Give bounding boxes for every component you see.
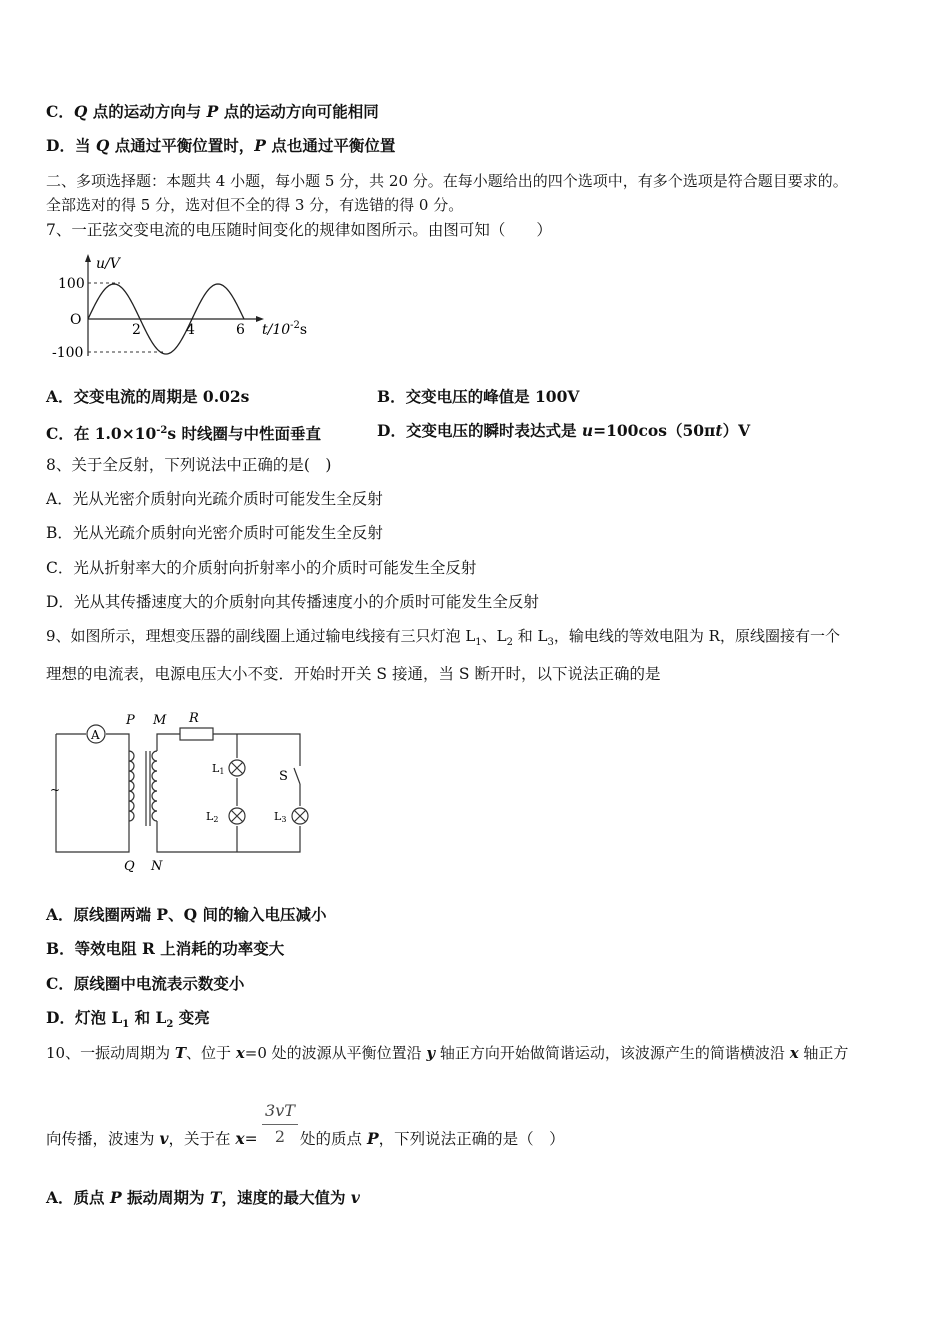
q9-lamp-l1-cross [232,763,243,774]
q8-option-d: D．光从其传播速度大的介质射向其传播速度小的介质时可能发生全反射 [46,593,539,611]
q9-option-c: C．原线圈中电流表示数变小 [46,974,245,993]
q10-option-a: A．质点 P 振动周期为 T，速度的最大值为 v [46,1188,360,1207]
q10-stem-line1: 10、一振动周期为 T、位于 x=0 处的波源从平衡位置沿 y 轴正方向开始做简谐运动，该波源产生的简谐横波沿 x 轴正方 [46,1044,849,1062]
q9-label-n: N [151,859,163,874]
q9-label-l2: L2 [206,810,219,824]
q7-option-d: D．交变电压的瞬时表达式是 u=100cos（50πt）V [377,421,751,440]
q9-ac-source: ~ [50,783,61,797]
q7-y-min-label: -100 [52,345,84,361]
q7-origin-label: O [70,312,82,328]
q8-option-b: B．光从光疏介质射向光密介质时可能发生全反射 [46,524,383,542]
q9-circuit-diagram [46,706,316,876]
q9-stem-line2: 理想的电流表，电源电压大小不变．开始时开关 S 接通，当 S 断开时，以下说法正确的是 [46,665,661,683]
q7-x-tick-2: 2 [132,322,141,338]
q9-switch-s [294,768,300,784]
q9-secondary-wire [157,734,300,852]
q7-stem: 7、一正弦交变电流的电压随时间变化的规律如图所示。由图可知（ ） [46,221,552,239]
q9-primary-coil [129,751,134,821]
q10-fraction-denominator: 2 [274,1127,286,1146]
section-2-heading-line2: 全部选对的得 5 分，选对但不全的得 3 分，有选错的得 0 分。 [46,196,464,214]
q7-option-a: A．交变电流的周期是 0.02s [46,387,250,406]
q7-voltage-graph [46,248,326,368]
q7-option-b: B．交变电压的峰值是 100V [377,387,580,406]
q7-option-c: C．在 $1.0\times 10^{-2}s$ 时线圈与中性面垂直 [46,424,321,444]
q10-fraction-bar [262,1124,298,1125]
q6-option-c: C．Q 点的运动方向与 P 点的运动方向可能相同 [46,102,379,121]
q9-lamp-l2-cross [232,811,243,822]
q7-y-axis-label: u/V [96,256,120,272]
q9-label-s: S [279,769,288,784]
q10-fraction-numerator: 3vT [265,1101,295,1120]
q9-lamp-l3-cross [295,811,306,822]
q9-resistor-r [180,728,213,740]
q9-label-r: R [189,711,199,726]
q9-option-b: B．等效电阻 R 上消耗的功率变大 [46,939,285,958]
q7-x-axis-label: $t/10^{-2}s$ [262,320,308,338]
q9-secondary-coil [152,751,157,821]
q10-fraction [262,1100,298,1147]
q7-x-tick-6: 6 [236,322,245,338]
q9-label-p: P [126,713,135,728]
q8-stem: 8、关于全反射，下列说法中正确的是( ) [46,456,332,474]
q6-option-d: D．当 Q 点通过平衡位置时，P 点也通过平衡位置 [46,136,396,155]
q9-label-m: M [153,713,167,728]
section-2-heading-line1: 二、多项选择题：本题共 4 小题，每小题 5 分，共 20 分。在每小题给出的四个选项中，有多个选项是符合题目要求的。 [46,172,848,190]
q9-option-a: A．原线圈两端 P、Q 间的输入电压减小 [46,905,327,924]
q10-stem-line2-start: 向传播，波速为 v，关于在 x= [46,1129,258,1148]
q9-label-q: Q [124,859,135,874]
q10-stem-line2-end: 处的质点 P，下列说法正确的是（ ） [300,1129,565,1148]
q9-label-l3: L3 [274,810,287,824]
q9-primary-wire [56,734,129,852]
q7-y-max-label: 100 [58,276,85,292]
q9-option-d: D．灯泡 $L_1$ 和 $L_2$ 变亮 [46,1008,210,1031]
q7-x-tick-4: 4 [186,322,195,338]
q9-label-l1: L1 [212,762,225,776]
q8-option-c: C．光从折射率大的介质射向折射率小的介质时可能发生全反射 [46,559,477,577]
q9-stem-line1: 9、如图所示，理想变压器的副线圈上通过输电线接有三只灯泡 $L_1$、$L_2$ 和 $L_3$，输电线的等效电阻为 R，原线圈接有一个 [46,627,840,648]
q8-option-a: A．光从光密介质射向光疏介质时可能发生全反射 [46,490,383,508]
q9-ammeter-label: A [91,728,100,742]
q7-y-axis-arrow [85,254,91,262]
